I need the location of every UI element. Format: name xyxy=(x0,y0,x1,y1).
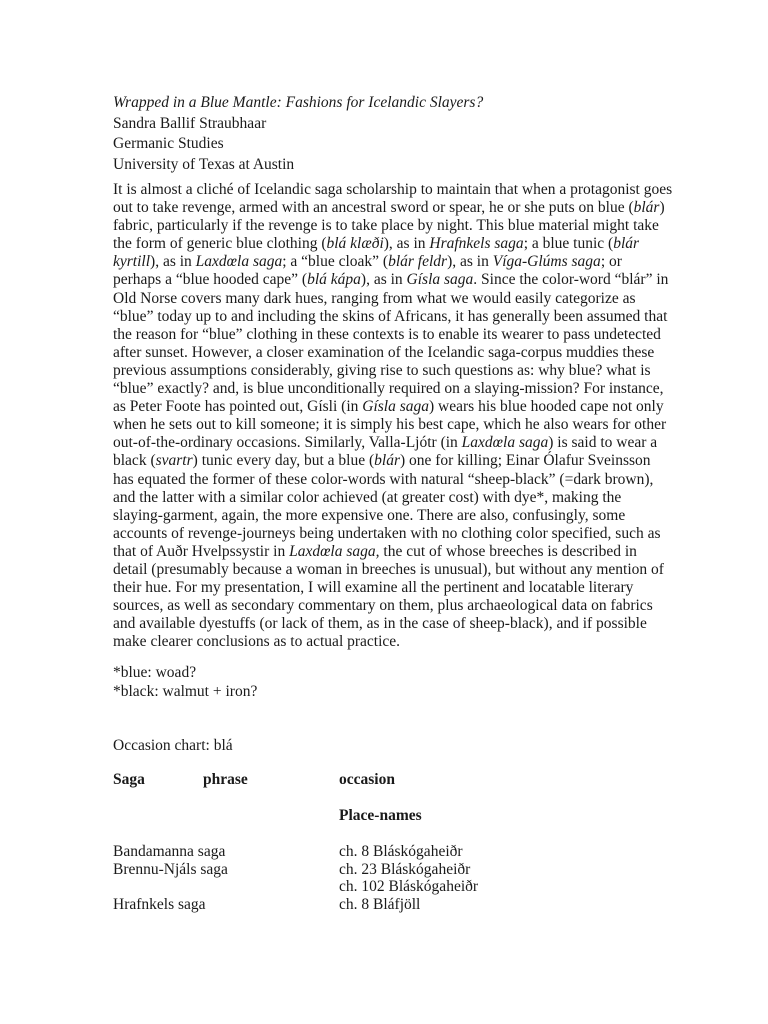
note-black: *black: walmut + iron? xyxy=(113,683,258,700)
italic-term: Gísla saga xyxy=(406,271,474,289)
footnotes xyxy=(113,663,257,701)
occasion-cell: ch. 8 Bláskógaheiðr xyxy=(339,843,463,860)
body-text-run: ) one for killing; Einar Ólafur Sveinsson has equated the former of these color-words with natural “sheep-black” (=dark brown), and the latter with a similar color achieved (at greater cost) with dye*, making the slaying-garment, again, the more expensive one. There are also, confusingly, some accounts of revenge-journeys being undertaken with no clothing color specified, such as that of Auðr Hvelpssystir in xyxy=(113,452,661,560)
italic-term: svartr xyxy=(155,452,193,470)
saga-cell: Brennu-Njáls saga xyxy=(113,860,228,878)
body-text-run: . Since the color-word “blár” in Old Norse covers many dark hues, ranging from what we would easily categorize as “blue” today up to and including the skins of Africans, it has generally been assumed that the reason for “blue” clothing in these contexts is to enable its wearer to pass undetected after sunset. However, a closer examination of the Icelandic saga-corpus muddies these previous assumptions considerably, giving rise to such questions as: why blue? what is “blue” exactly? and, is blue unconditionally required on a slaying-mission? For instance, as Peter Foote has pointed out, Gísli (in xyxy=(113,271,669,416)
body-text-run: ) wears his blue hooded cape not only when he sets out to kill someone; it is simply his best cape, which he also wears for other out-of-the-ordinary occasions. Similarly, Valla-Ljótr (in xyxy=(113,398,667,452)
italic-term: blá kápa xyxy=(307,271,361,289)
italic-term: Laxdœla saga, xyxy=(289,542,380,560)
body-text-run: ; a “blue cloak” ( xyxy=(282,253,389,271)
body-text-run: the cut of whose breeches is described in detail (presumably because a woman in breeches is unusual), but without any mention of their hue. For my presentation, I will examine all the pertinent and locatable literary sources, as well as secondary commentary on them, plus archaeological data on fabrics and available dyestuffs (or lack of them, as in the case of sheep-black), and if possible make clearer conclusions as to actual practice. xyxy=(113,542,664,651)
chart-rows xyxy=(113,843,673,913)
italic-term: blá klæði xyxy=(326,235,384,253)
italic-term: blár kyrtill xyxy=(113,235,640,271)
body-text-run: ; or perhaps a “blue hooded cape” ( xyxy=(113,253,622,289)
note-blue: *blue: woad? xyxy=(113,664,197,681)
saga-cell: Hrafnkels saga xyxy=(113,895,206,913)
italic-term: Hrafnkels saga xyxy=(429,235,524,253)
body-text-run: ), as in xyxy=(383,235,430,253)
body-text-run: It is almost a cliché of Icelandic saga scholarship to maintain that when a protagonist goes out to take revenge, armed with an ancestral sword or spear, he or she puts on blue ( xyxy=(113,181,673,217)
chart-title: Occasion chart: blá xyxy=(113,737,233,754)
body-text-run: ) fabric, particularly if the revenge is to take place by night. This blue material might take the form of generic blue clothing ( xyxy=(113,199,665,253)
column-header-saga: Saga xyxy=(113,771,145,788)
saga-cell: Bandamanna saga xyxy=(113,843,226,860)
occasion-cell: ch. 102 Bláskógaheiðr xyxy=(339,878,479,895)
column-header-occasion: occasion xyxy=(339,771,395,788)
body-text-run: ), as in xyxy=(150,253,196,271)
body-text-run: ) is said to wear a black ( xyxy=(113,434,658,470)
table-row xyxy=(113,861,673,879)
body-text-run: ), as in xyxy=(360,271,407,289)
abstract-paragraph xyxy=(113,181,673,651)
institution: University of Texas at Austin xyxy=(113,155,295,173)
column-header-phrase: phrase xyxy=(203,771,248,788)
occasion-cell: ch. 8 Bláfjöll xyxy=(339,895,421,913)
section-heading-place-names: Place-names xyxy=(339,807,422,824)
paper-title: Wrapped in a Blue Mantle: Fashions for Icelandic Slayers? xyxy=(113,94,484,111)
italic-term: Laxdœla saga xyxy=(461,434,549,452)
italic-term: Víga-Glúms saga xyxy=(492,253,601,271)
occasion-cell: ch. 23 Bláskógaheiðr xyxy=(339,860,471,878)
document-header xyxy=(113,93,483,175)
body-text-run: ; a blue tunic ( xyxy=(523,235,614,253)
italic-term: Gísla saga xyxy=(362,398,430,416)
department: Germanic Studies xyxy=(113,135,224,152)
table-row xyxy=(113,878,673,896)
author-name: Sandra Ballif Straubhaar xyxy=(113,114,267,132)
body-text-run: ) tunic every day, but a blue ( xyxy=(192,452,375,470)
italic-term: Laxdœla saga xyxy=(195,253,283,271)
italic-term: blár feldr xyxy=(388,253,448,271)
body-text-run: ), as in xyxy=(447,253,493,271)
table-row xyxy=(113,843,673,861)
italic-term: blár xyxy=(633,199,660,217)
table-row xyxy=(113,896,673,914)
italic-term: blár xyxy=(374,452,400,470)
